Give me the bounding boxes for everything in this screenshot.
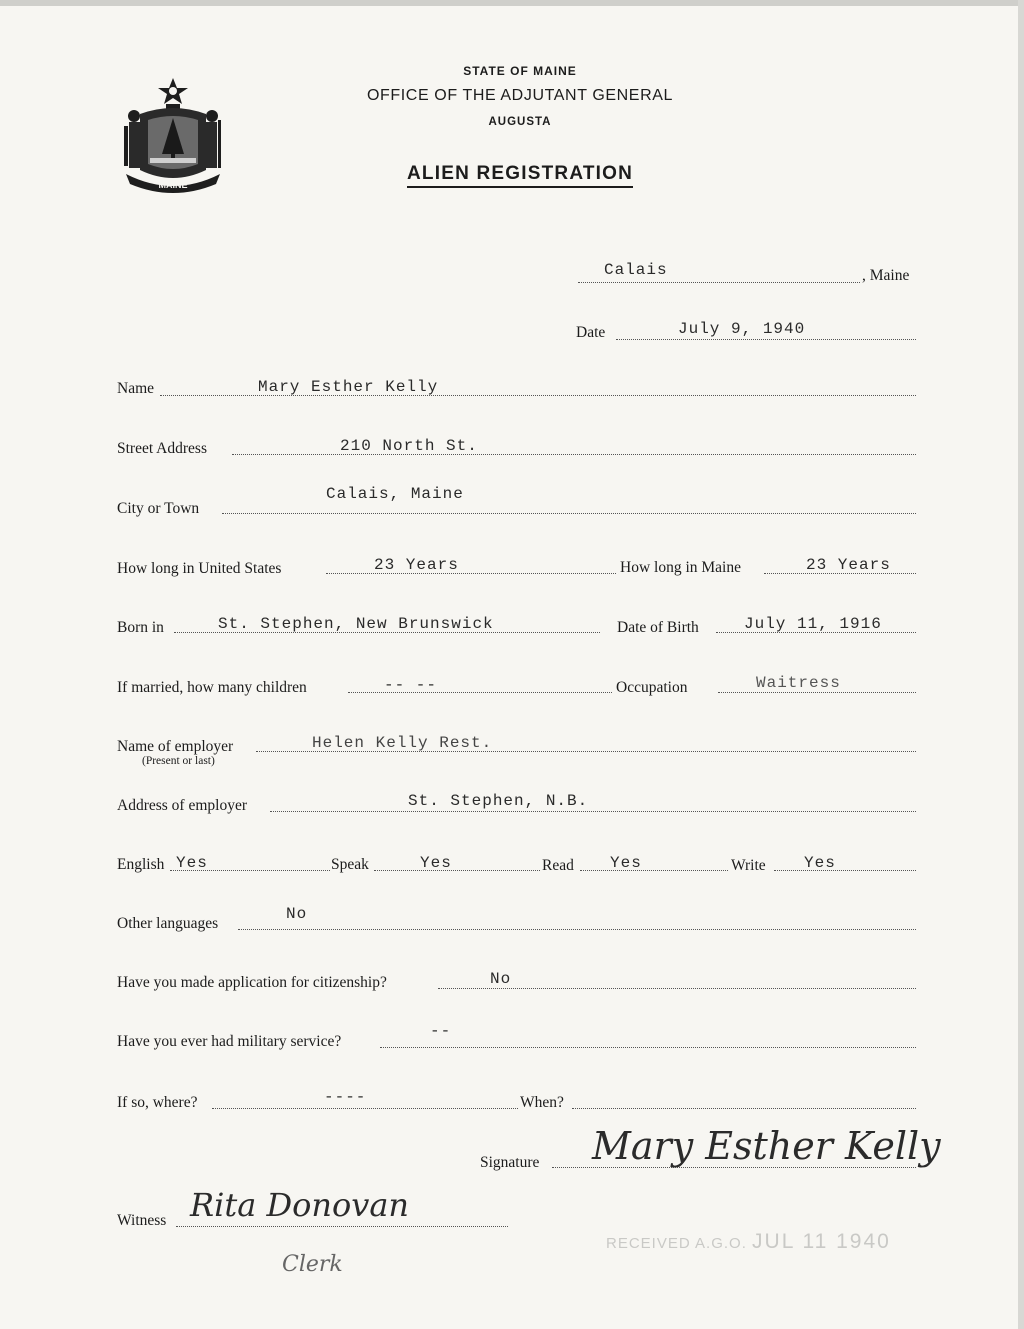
where-label: If so, where? (117, 1094, 198, 1111)
header-office: OFFICE OF THE ADJUTANT GENERAL (366, 87, 674, 104)
other-languages-value[interactable]: No (286, 905, 308, 923)
scan-edge-top (0, 0, 1024, 6)
place-value[interactable]: Calais (604, 261, 668, 279)
children-value[interactable]: -- -- (384, 676, 438, 694)
city-line (222, 513, 916, 514)
english-value[interactable]: Yes (176, 854, 208, 872)
employer-value[interactable]: Helen Kelly Rest. (312, 734, 493, 752)
where-value[interactable]: ---- (324, 1088, 367, 1106)
other-languages-line (238, 929, 916, 930)
read-label: Read (542, 857, 574, 874)
signature-label: Signature (480, 1154, 540, 1171)
witness-label: Witness (117, 1212, 167, 1229)
seal-banner-text: MAINE (158, 180, 188, 190)
where-line (212, 1108, 518, 1109)
name-value[interactable]: Mary Esther Kelly (258, 378, 439, 396)
date-label: Date (576, 324, 606, 341)
military-label: Have you ever had military service? (117, 1033, 342, 1050)
name-label: Name (117, 380, 155, 397)
received-stamp (606, 1230, 891, 1254)
other-languages-label: Other languages (117, 915, 219, 932)
occupation-label: Occupation (616, 679, 688, 696)
header-state: STATE OF MAINE (463, 64, 577, 78)
date-value[interactable]: July 9, 1940 (678, 320, 806, 338)
header-city: AUGUSTA (488, 116, 552, 128)
place-suffix: , Maine (862, 267, 910, 284)
how-long-us-line (326, 573, 616, 574)
born-in-label: Born in (117, 619, 164, 636)
english-label: English (117, 856, 165, 873)
speak-label: Speak (331, 856, 369, 873)
born-in-value[interactable]: St. Stephen, New Brunswick (218, 615, 494, 633)
military-value[interactable]: -- (430, 1022, 452, 1040)
speak-value[interactable]: Yes (420, 854, 452, 872)
city-value[interactable]: Calais, Maine (326, 485, 464, 503)
maine-seal-icon (120, 74, 226, 198)
employer-address-line (270, 811, 916, 812)
read-value[interactable]: Yes (610, 854, 642, 872)
how-long-us-label: How long in United States (117, 560, 282, 577)
date-of-birth-label: Date of Birth (617, 619, 699, 636)
employer-address-label: Address of employer (117, 797, 247, 814)
employer-sublabel: (Present or last) (142, 755, 215, 767)
witness-value[interactable]: Rita Donovan (190, 1186, 409, 1224)
citizenship-label: Have you made application for citizenship? (117, 974, 387, 991)
street-address-label: Street Address (117, 440, 207, 457)
write-line (774, 870, 916, 871)
street-address-value[interactable]: 210 North St. (340, 437, 478, 455)
city-label: City or Town (117, 500, 200, 517)
occupation-value[interactable]: Waitress (756, 674, 841, 692)
witness-line (176, 1226, 508, 1227)
when-label: When? (520, 1094, 564, 1111)
speak-line (374, 870, 540, 871)
form-title (300, 163, 740, 185)
occupation-line (718, 692, 916, 693)
how-long-us-value[interactable]: 23 Years (374, 556, 459, 574)
date-of-birth-value[interactable]: July 11, 1916 (744, 615, 882, 633)
citizenship-value[interactable]: No (490, 970, 512, 988)
read-line (580, 870, 728, 871)
when-line (572, 1108, 916, 1109)
how-long-maine-value[interactable]: 23 Years (806, 556, 891, 574)
employer-address-value[interactable]: St. Stephen, N.B. (408, 792, 589, 810)
citizenship-line (438, 988, 916, 989)
children-label: If married, how many children (117, 679, 307, 696)
military-line (380, 1047, 916, 1048)
place-line (578, 282, 860, 283)
employer-label: Name of employer (117, 738, 234, 755)
received-stamp-date: JUL 11 1940 (752, 1230, 891, 1253)
street-address-line (232, 454, 916, 455)
form-title-text: ALIEN REGISTRATION (407, 163, 633, 188)
witness-title: Clerk (282, 1252, 343, 1277)
scan-edge-right (1018, 0, 1024, 1329)
received-stamp-text: RECEIVED A.G.O. (606, 1235, 747, 1252)
date-line (616, 339, 916, 340)
write-value[interactable]: Yes (804, 854, 836, 872)
signature-value[interactable]: Mary Esther Kelly (592, 1124, 941, 1168)
write-label: Write (731, 857, 766, 874)
how-long-maine-label: How long in Maine (620, 559, 741, 576)
